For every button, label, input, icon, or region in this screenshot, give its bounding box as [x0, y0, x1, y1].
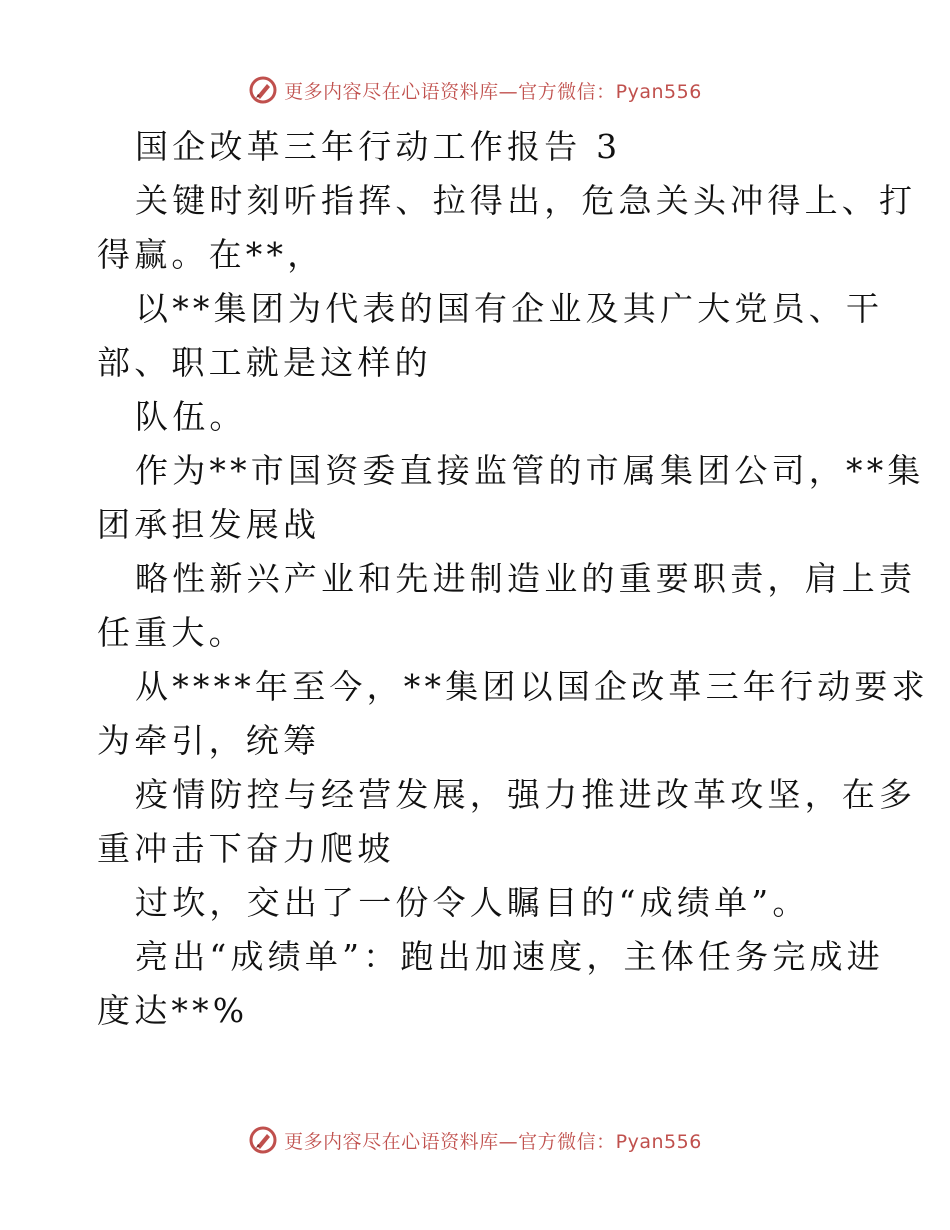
pen-logo-icon	[248, 1125, 278, 1155]
watermark-header	[0, 70, 950, 110]
paragraph-line: 得赢。在**，	[97, 235, 325, 274]
watermark-text: 更多内容尽在心语资料库—官方微信：Pyan556	[284, 1130, 702, 1153]
paragraph-line: 度达**%	[97, 991, 249, 1030]
paragraph-line: 过坎，交出了一份令人瞩目的“成绩单”。	[135, 883, 810, 922]
paragraph-line: 为牵引，统筹	[97, 721, 321, 760]
pen-logo-icon	[248, 75, 278, 105]
paragraph-line: 关键时刻听指挥、拉得出，危急关头冲得上、打	[135, 181, 917, 220]
document-body	[97, 120, 929, 1038]
paragraph-line: 从****年至今，**集团以国企改革三年行动要求	[135, 667, 929, 706]
paragraph-line: 以**集团为代表的国有企业及其广大党员、干	[135, 289, 884, 328]
watermark-text: 更多内容尽在心语资料库—官方微信：Pyan556	[284, 80, 702, 103]
watermark-footer	[0, 1120, 950, 1160]
paragraph-line: 略性新兴产业和先进制造业的重要职责，肩上责	[135, 559, 917, 598]
paragraph-line: 疫情防控与经营发展，强力推进改革攻坚，在多	[135, 775, 917, 814]
paragraph-line: 亮出“成绩单”：跑出加速度，主体任务完成进	[135, 937, 884, 976]
paragraph-line: 部、职工就是这样的	[97, 343, 432, 382]
paragraph-line: 作为**市国资委直接监管的市属集团公司，**集	[135, 451, 925, 490]
paragraph-line: 重冲击下奋力爬坡	[97, 829, 395, 868]
document-title: 国企改革三年行动工作报告 3	[135, 127, 622, 166]
paragraph-line: 团承担发展战	[97, 505, 321, 544]
paragraph-line: 任重大。	[97, 613, 246, 652]
paragraph-line: 队伍。	[135, 397, 247, 436]
